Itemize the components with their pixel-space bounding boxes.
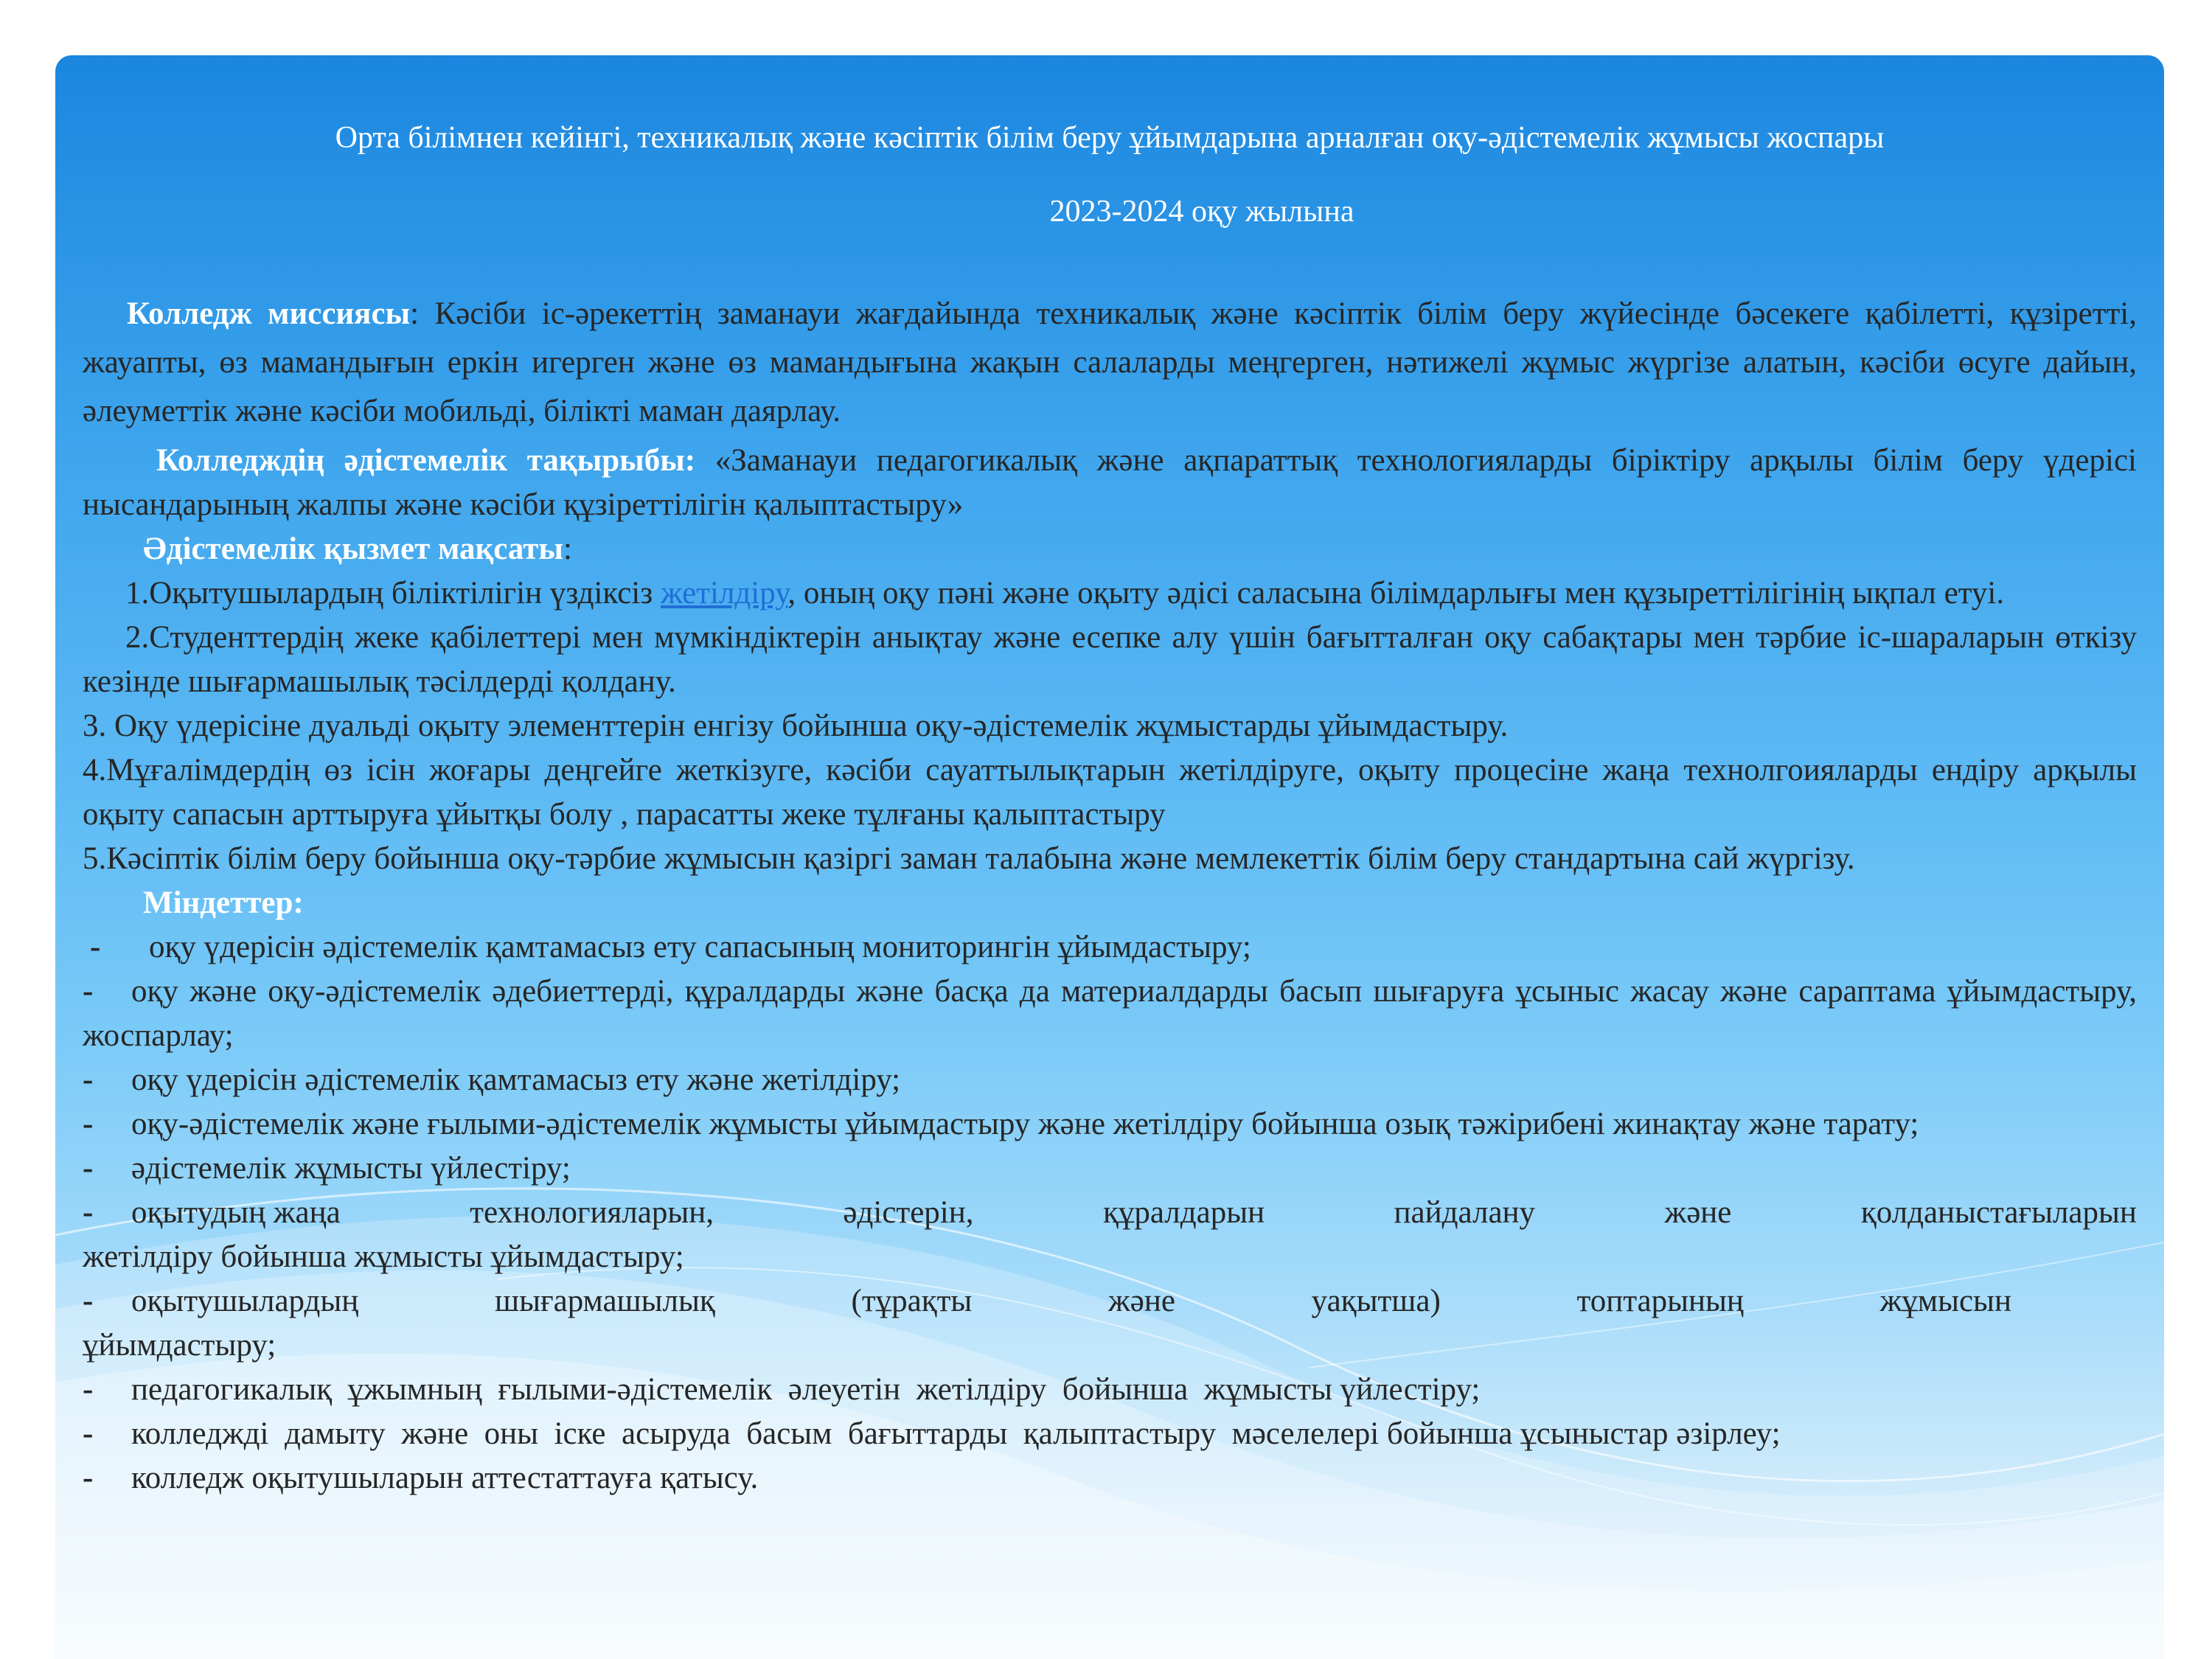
task-item-9: [83, 1412, 2137, 1456]
goal-item-4: 4.Мұғалімдердің өз ісін жоғары деңгейге жеткізуге, кәсіби сауаттылықтарын жетілдіруге, оқыту процесіне жаңа технолгоияларды ендіру арқылы оқыту сапасын арттыруға ұйытқы болу , парасатты жеке тұлғаны қалыптастыру: [83, 753, 2137, 832]
goal-item-1: [83, 571, 2137, 616]
topic-text: «Заманауи педагогикалық және ақпараттық технологияларды біріктіру арқылы білім беру үдерісі нысандарының жалпы және кәсіби құзіреттілігін қалыптастыру»: [83, 443, 2137, 522]
bullet-dash: -: [83, 1151, 94, 1186]
task-6-word: пайдалану: [1394, 1195, 1536, 1230]
task-7-word: және: [1108, 1284, 1175, 1318]
bullet-dash: -: [83, 1107, 94, 1141]
task-7-word: жұмысын: [1879, 1284, 2011, 1318]
bullet-dash: -: [83, 1461, 94, 1495]
task-6-word: технологияларын,: [470, 1195, 714, 1230]
task-5-text: әдістемелік жұмысты үйлестіру;: [131, 1151, 571, 1186]
improve-link[interactable]: жетілдіру: [660, 576, 788, 611]
task-7-lead: [83, 1279, 358, 1324]
task-6-continuation: жетілдіру бойынша жұмысты ұйымдастыру;: [83, 1239, 684, 1274]
task-8-text: педагогикалық ұжымның ғылыми-әдістемелік әлеуетін жетілдіру бойынша жұмысты үйлестіру;: [131, 1372, 1481, 1407]
goal-item-2: 2.Студенттердің жеке қабілеттері мен мүмкіндіктерін анықтау және есепке алу үшін бағытталған оқу сабақтары мен тәрбие іс-шараларын өткізу кезінде шығармашылық тәсілдерді қолдану.: [83, 620, 2137, 699]
tasks-heading: [83, 881, 2137, 925]
academic-year: 2023-2024 оқу жылына: [1049, 195, 1354, 229]
document-title: Орта білімнен кейінгі, техникалық және кәсіптік білім беру ұйымдарына арналған оқу-әдістемелік жұмысы жоспары: [335, 121, 1885, 155]
task-item-4: [83, 1102, 2137, 1147]
task-7-word: (тұрақты: [851, 1284, 973, 1318]
task-1-text: оқу үдерісін әдістемелік қамтамасыз ету сапасының мониторингін ұйымдастыру;: [149, 930, 1251, 964]
task-item-10: [83, 1456, 2137, 1500]
bullet-dash: -: [83, 1195, 94, 1230]
task-6-word: құралдарын: [1102, 1195, 1265, 1230]
mission-label: Колледж миссиясы: [127, 296, 411, 331]
task-6-word: және: [1664, 1195, 1732, 1230]
task-item-8: [83, 1368, 2137, 1412]
task-6-first-line: [83, 1191, 2137, 1235]
bullet-dash: -: [90, 930, 101, 964]
task-item-1: [83, 925, 2137, 970]
task-4-text: оқу-әдістемелік және ғылыми-әдістемелік жұмысты ұйымдастыру және жетілдіру бойынша озық тәжірибені жинақтау және тарату;: [131, 1107, 1919, 1141]
task-7-first-line: [83, 1279, 2137, 1324]
tasks-label: Міндеттер:: [143, 886, 304, 920]
bullet-dash: -: [83, 1284, 94, 1318]
task-item-6: [83, 1191, 2137, 1279]
task-7-word: топтарының: [1576, 1284, 1744, 1318]
goal-colon: :: [563, 532, 572, 566]
task-9-text: колледжді дамыту және оны іске асыруда басым бағыттарды қалыптастыру мәселелері бойынша ұсыныстар әзірлеу;: [131, 1416, 1781, 1451]
task-7-word: уақытша): [1311, 1284, 1441, 1318]
bullet-dash: -: [83, 1372, 94, 1407]
goal-label: Әдістемелік қызмет мақсаты: [143, 532, 563, 566]
task-6-lead: [83, 1191, 341, 1235]
mission-paragraph: [83, 290, 2137, 436]
bullet-dash: -: [83, 974, 94, 1009]
goal-item-3: 3. Оқу үдерісіне дуальді оқыту элементтерін енгізу бойынша оқу-әдістемелік жұмыстарды ұйымдастыру.: [83, 709, 1509, 743]
mission-text: : Кәсіби іс-әрекеттің заманауи жағдайында техникалық және кәсіптік білім беру жүйесінде бәсекеге қабілетті, құзіретті, жауапты, өз мамандығын еркін игерген және өз мамандығына жақын салаларды меңгерген, нәтижелі жұмыс жүргізе алатын, кәсіби өсуге дайын, әлеуметтік және кәсіби мобильді, білікті маман даярлау.: [83, 296, 2137, 428]
goal-item-1-pre: 1.Оқытушылардың біліктілігін үздіксіз: [125, 576, 661, 611]
goal-item-1-post: , оның оқу пәні және оқыту әдісі саласына білімдарлығы мен құзыреттілігінің ықпал етуі.: [787, 576, 2005, 611]
task-item-5: [83, 1147, 2137, 1191]
task-10-text: колледж оқытушыларын аттестаттауға қатысу.: [131, 1461, 759, 1495]
task-6-word: қолданыстағыларын: [1860, 1195, 2137, 1230]
goal-item-5: 5.Кәсіптік білім беру бойынша оқу-тәрбие жұмысын қазіргі заман талабына және мемлекеттік білім беру стандартына сай жүргізу.: [83, 841, 1855, 876]
slide: [55, 55, 2164, 1659]
task-6-word: әдістерін,: [843, 1195, 974, 1230]
task-7-word: шығармашылық: [494, 1284, 715, 1318]
document-body: [83, 290, 2137, 1500]
task-item-3: [83, 1058, 2137, 1102]
task-6-word: оқытудың жаңа: [131, 1195, 341, 1230]
bullet-dash: -: [83, 1416, 94, 1451]
task-7-word: оқытушылардың: [131, 1284, 359, 1318]
task-item-2: [83, 970, 2137, 1058]
topic-paragraph: [83, 439, 2137, 527]
task-2-text: оқу және оқу-әдістемелік әдебиеттерді, құралдарды және басқа да материалдарды басып шығаруға ұсыныс жасау және сараптама ұйымдастыру, жоспарлау;: [83, 974, 2137, 1053]
goal-heading: [83, 527, 2137, 571]
task-item-7: [83, 1279, 2137, 1368]
topic-label: Колледждің әдістемелік тақырыбы:: [156, 443, 696, 478]
task-3-text: оқу үдерісін әдістемелік қамтамасыз ету және жетілдіру;: [131, 1062, 901, 1097]
bullet-dash: -: [83, 1062, 94, 1097]
task-7-continuation: ұйымдастыру;: [83, 1328, 276, 1363]
